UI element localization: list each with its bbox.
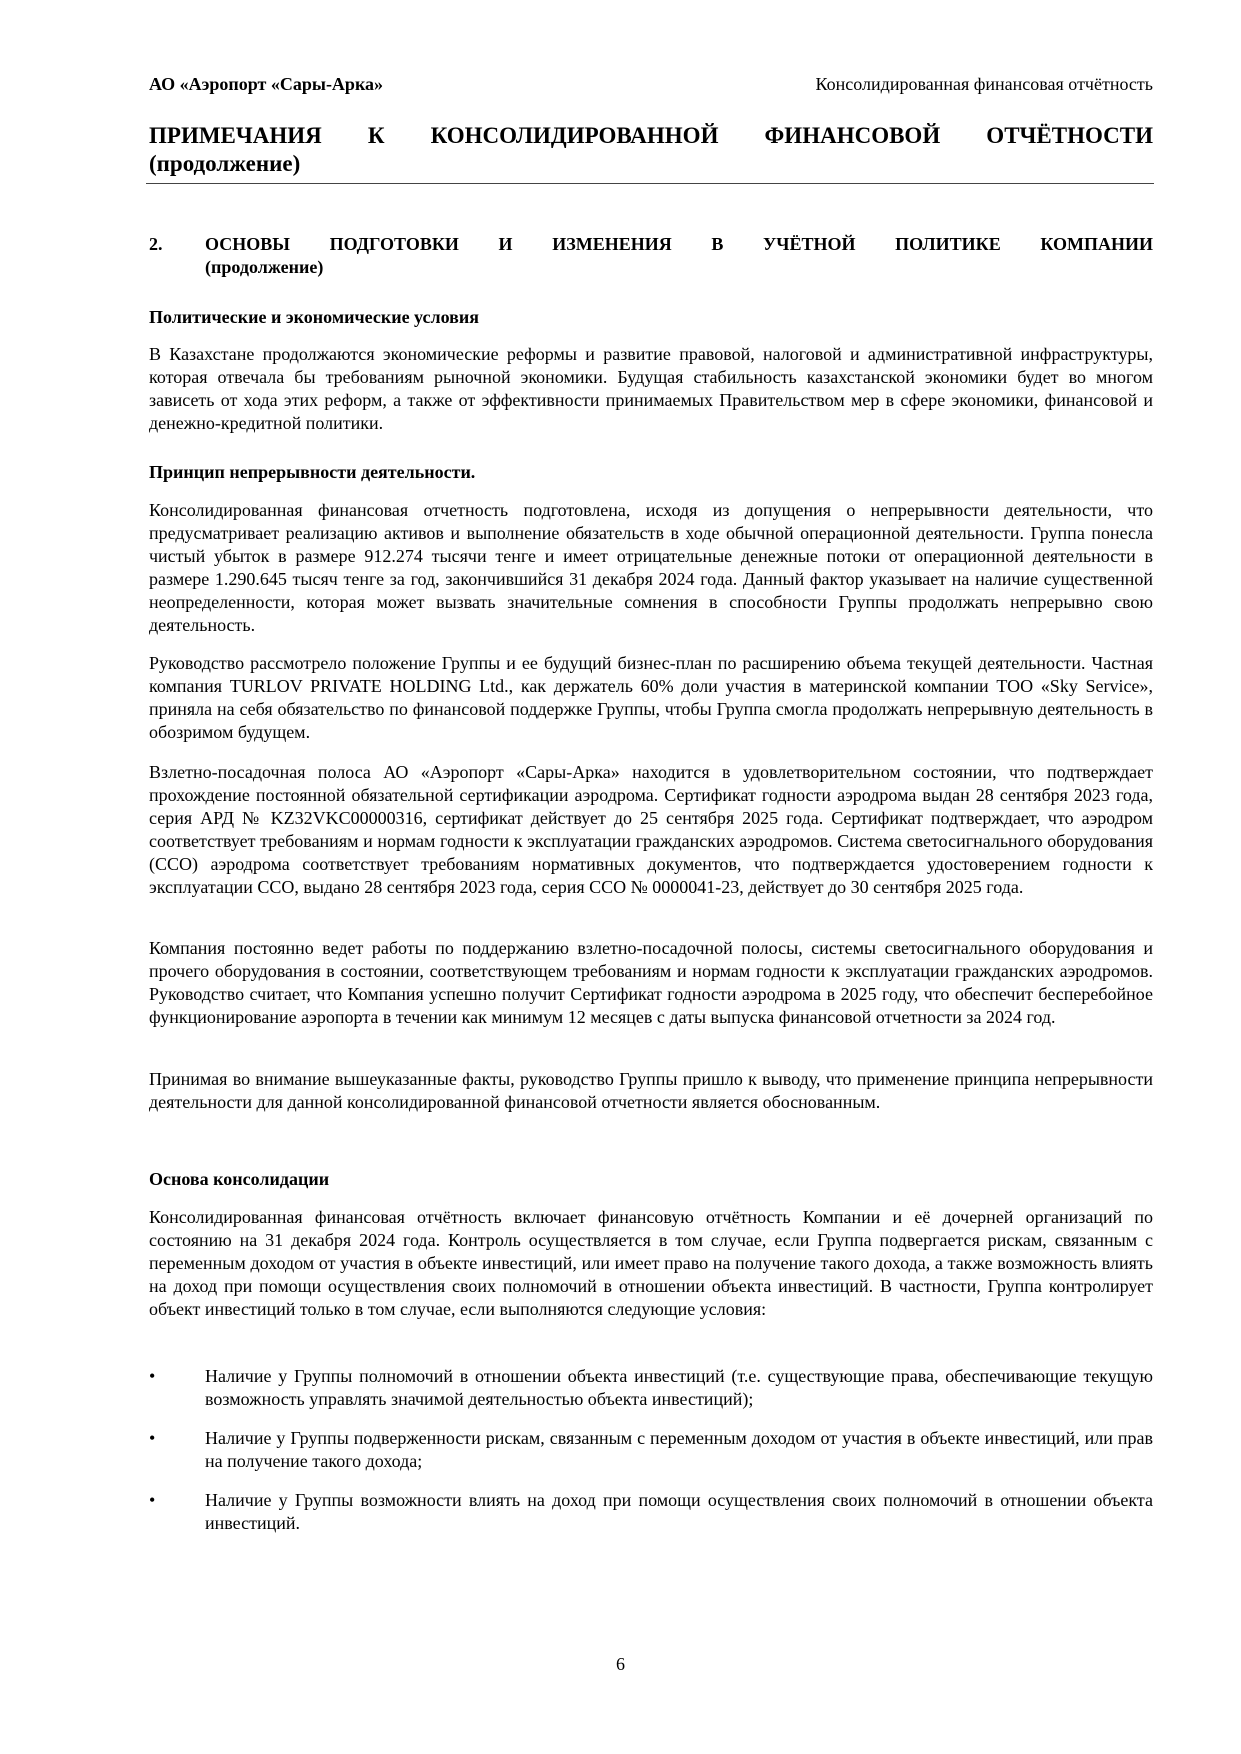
going-concern-paragraph-5: Принимая во внимание вышеуказанные факты, руководство Группы пришло к выводу, что применение принципа непрерывности деятельности для данной консолидированной финансовой отчетности является обоснованным. xyxy=(149,1069,1153,1112)
going-concern-paragraph-2: Руководство рассмотрело положение Группы и ее будущий бизнес-план по расширению объема текущей деятельности. Частная компания TURLOV PRIVATE HOLDING Ltd., как держатель 60% доли участия в материнской компании ТОО «Sky Service», приняла на себя обязательство по финансовой поддержке Группы, чтобы Группа смогла продолжать непрерывную деятельность в обозримом будущем. xyxy=(149,653,1153,742)
going-concern-heading: Принцип непрерывности деятельности. xyxy=(149,462,476,482)
consolidation-p1-block xyxy=(149,1206,1153,1321)
section-title-line1: ОСНОВЫ ПОДГОТОВКИ И ИЗМЕНЕНИЯ В УЧЁТНОЙ ПОЛИТИКЕ КОМПАНИИ xyxy=(205,234,1153,254)
section-title xyxy=(205,233,1153,279)
political-block xyxy=(149,306,1153,329)
going-concern-p5-block xyxy=(149,1068,1153,1114)
page-number: 6 xyxy=(616,1654,625,1674)
consolidation-heading: Основа консолидации xyxy=(149,1169,330,1189)
header-doc-type: Консолидированная финансовая отчётность xyxy=(815,74,1153,94)
section-title-line2: (продолжение) xyxy=(205,257,324,277)
section-heading xyxy=(149,233,1153,279)
list-item xyxy=(149,1489,1153,1535)
header-divider xyxy=(146,183,1154,184)
bullet-text: Наличие у Группы подверженности рискам, связанным с переменным доходом от участия в объекте инвестиций, или прав на получение такого дохода; xyxy=(205,1428,1153,1471)
bullet-text: Наличие у Группы полномочий в отношении объекта инвестиций (т.е. существующие права, обеспечивающие текущую возможность управлять значимой деятельностью объекта инвестиций); xyxy=(205,1366,1153,1409)
political-paragraph-1: В Казахстане продолжаются экономические реформы и развитие правовой, налоговой и административной инфраструктуры, которая отвечала бы требованиям рыночной экономики. Будущая стабильность казахстанской экономики будет во многом зависеть от хода этих реформ, а также от эффективности принимаемых Правительством мер в сфере экономики, финансовой и денежно-кредитной политики. xyxy=(149,344,1153,433)
going-concern-heading-block xyxy=(149,461,1153,484)
bullet-text: Наличие у Группы возможности влиять на доход при помощи осуществления своих полномочий в отношении объекта инвестиций. xyxy=(205,1490,1153,1533)
consolidation-heading-block xyxy=(149,1168,1153,1191)
political-text xyxy=(149,343,1153,435)
list-item xyxy=(149,1427,1153,1473)
going-concern-p4-block xyxy=(149,937,1153,1029)
header-company: АО «Аэропорт «Сары-Арка» xyxy=(149,74,384,94)
going-concern-paragraph-4: Компания постоянно ведет работы по поддержанию взлетно-посадочной полосы, системы светосигнального оборудования и прочего оборудования в состоянии, соответствующем требованиям и нормам годности к эксплуатации гражданских аэродромов. Руководство считает, что Компания успешно получит Сертификат годности аэродрома в 2025 году, что обеспечит бесперебойное функционирование аэропорта в течении как минимум 12 месяцев с даты выпуска финансовой отчетности за 2024 год. xyxy=(149,938,1153,1027)
consolidation-paragraph-1: Консолидированная финансовая отчётность включает финансовую отчётность Компании и её дочерней организаций по состоянию на 31 декабря 2024 года. Контроль осуществляется в том случае, если Группа подвергается рискам, связанным с переменным доходом от участия в объекте инвестиций, или имеет право на получение такого дохода, а также возможность влиять на доход при помощи осуществления своих полномочий в отношении объекта инвестиций. В частности, Группа контролирует объект инвестиций только в том случае, если выполняются следующие условия: xyxy=(149,1207,1153,1319)
section-number: 2. xyxy=(149,234,163,254)
political-heading: Политические и экономические условия xyxy=(149,307,479,327)
page-title-line2: (продолжение) xyxy=(149,151,301,176)
bullet-icon: • xyxy=(149,1366,156,1386)
bullet-icon: • xyxy=(149,1490,156,1510)
page-title xyxy=(149,122,1153,178)
consolidation-bullet-list xyxy=(149,1365,1153,1535)
page-title-line1: ПРИМЕЧАНИЯ К КОНСОЛИДИРОВАННОЙ ФИНАНСОВОЙ ОТЧЁТНОСТИ xyxy=(149,123,1153,148)
going-concern-p3-block xyxy=(149,761,1153,899)
consolidation-bullets-block xyxy=(149,1365,1153,1551)
going-concern-p2-block xyxy=(149,652,1153,744)
list-item xyxy=(149,1365,1153,1411)
going-concern-p1-block xyxy=(149,499,1153,637)
going-concern-paragraph-1: Консолидированная финансовая отчетность подготовлена, исходя из допущения о непрерывности деятельности, что предусматривает реализацию активов и выполнение обязательств в ходе обычной операционной деятельности. Группа понесла чистый убыток в размере 912.274 тысячи тенге и имеет отрицательные денежные потоки от операционной деятельности в размере 1.290.645 тысяч тенге за год, закончившийся 31 декабря 2024 года. Данный фактор указывает на наличие существенной неопределенности, которая может вызвать значительные сомнения в способности Группы продолжать непрерывно свою деятельность. xyxy=(149,500,1153,635)
going-concern-paragraph-3: Взлетно-посадочная полоса АО «Аэропорт «Сары-Арка» находится в удовлетворительном состоянии, что подтверждает прохождение постоянной обязательной сертификации аэродрома. Сертификат годности аэродрома выдан 28 сентября 2023 года, серия АРД № KZ32VKC00000316, сертификат действует до 25 сентября 2025 года. Сертификат подтверждает, что аэродром соответствует требованиям и нормам годности к эксплуатации гражданских аэродромов. Система светосигнального оборудования (ССО) аэродрома соответствует требованиям нормативных документов, что подтверждается удостоверением годности к эксплуатации ССО, выдано 28 сентября 2023 года, серия ССО № 0000041-23, действует до 30 сентября 2025 года. xyxy=(149,762,1153,897)
bullet-icon: • xyxy=(149,1428,156,1448)
